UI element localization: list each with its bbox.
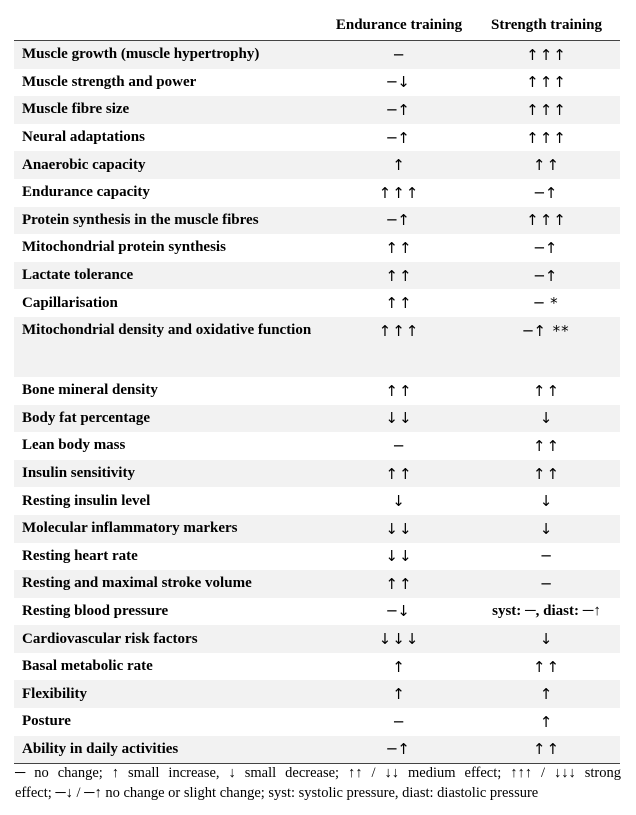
strength-effect: ↑↑: [473, 377, 620, 405]
effect-label: Anaerobic capacity: [14, 151, 325, 179]
endurance-effect: ─↓: [325, 598, 473, 626]
effect-label: Capillarisation: [14, 289, 325, 317]
endurance-effect: ↑↑: [325, 262, 473, 290]
strength-effect: ─ *: [473, 289, 620, 317]
header-strength-training: Strength training: [473, 10, 620, 41]
table-header-row: [14, 10, 620, 41]
training-effects-table: [14, 10, 620, 764]
table-row: [14, 179, 620, 207]
strength-effect: ─↑: [473, 262, 620, 290]
effect-label: Lean body mass: [14, 432, 325, 460]
effect-label: Insulin sensitivity: [14, 460, 325, 488]
strength-effect: ↑↑: [473, 460, 620, 488]
endurance-effect: ↑↑: [325, 460, 473, 488]
table-row: [14, 460, 620, 488]
table-row: [14, 432, 620, 460]
legend-footnote: [15, 764, 621, 803]
effect-label: Mitochondrial density and oxidative function: [14, 317, 325, 377]
endurance-effect: ─: [325, 708, 473, 736]
footnote-line-2: effect; ─↓ / ─↑ no change or slight change; syst: systolic pressure, diast: diastolic pressure: [15, 784, 539, 801]
table-row: [14, 234, 620, 262]
table-row: [14, 405, 620, 433]
table-row: [14, 680, 620, 708]
table-row: [14, 653, 620, 681]
effect-label: Molecular inflammatory markers: [14, 515, 325, 543]
strength-effect: ─↑ **: [473, 317, 620, 377]
strength-effect: ↑↑: [473, 432, 620, 460]
strength-effect: ↓: [473, 487, 620, 515]
table-row: [14, 736, 620, 764]
endurance-effect: ↓↓: [325, 515, 473, 543]
table-row: [14, 151, 620, 179]
endurance-effect: ─↑: [325, 96, 473, 124]
table-row: [14, 570, 620, 598]
strength-effect: ─: [473, 543, 620, 571]
effect-label: Muscle fibre size: [14, 96, 325, 124]
effect-label: Lactate tolerance: [14, 262, 325, 290]
endurance-effect: ↑: [325, 151, 473, 179]
table-row: [14, 69, 620, 97]
strength-effect: ↓: [473, 625, 620, 653]
strength-effect: ─↑: [473, 234, 620, 262]
strength-effect: ↑: [473, 680, 620, 708]
effect-label: Protein synthesis in the muscle fibres: [14, 207, 325, 235]
table-row: [14, 377, 620, 405]
header-endurance-training: Endurance training: [325, 10, 473, 41]
table-row: [14, 598, 620, 626]
effect-label: Body fat percentage: [14, 405, 325, 433]
endurance-effect: ↑↑↑: [325, 317, 473, 377]
header-effect: [14, 10, 325, 41]
strength-effect: ↑↑: [473, 653, 620, 681]
strength-effect: ↑↑↑: [473, 96, 620, 124]
effect-label: Resting heart rate: [14, 543, 325, 571]
effect-label: Cardiovascular risk factors: [14, 625, 325, 653]
effect-label: Neural adaptations: [14, 124, 325, 152]
effect-label: Resting insulin level: [14, 487, 325, 515]
effect-label: Muscle strength and power: [14, 69, 325, 97]
effect-label: Muscle growth (muscle hypertrophy): [14, 41, 325, 69]
strength-effect: ↑↑↑: [473, 41, 620, 69]
effect-label: Posture: [14, 708, 325, 736]
endurance-effect: ─↑: [325, 736, 473, 764]
strength-effect: ─: [473, 570, 620, 598]
strength-effect: ↓: [473, 405, 620, 433]
strength-effect: ─↑: [473, 179, 620, 207]
strength-effect: ↑↑: [473, 736, 620, 764]
footnote-line-1: ─ no change; ↑ small increase, ↓ small decrease; ↑↑ / ↓↓ medium effect; ↑↑↑ / ↓↓↓ strong: [15, 765, 621, 781]
endurance-effect: ↓: [325, 487, 473, 515]
endurance-effect: ─↑: [325, 207, 473, 235]
endurance-effect: ↓↓: [325, 543, 473, 571]
effect-label: Resting and maximal stroke volume: [14, 570, 325, 598]
effect-label: Mitochondrial protein synthesis: [14, 234, 325, 262]
endurance-effect: ↓↓: [325, 405, 473, 433]
endurance-effect: ↑: [325, 680, 473, 708]
table-row: [14, 625, 620, 653]
endurance-effect: ↑: [325, 653, 473, 681]
strength-effect: ↑↑↑: [473, 207, 620, 235]
effect-label: Ability in daily activities: [14, 736, 325, 764]
strength-effect: ↑↑: [473, 151, 620, 179]
table-row: [14, 515, 620, 543]
table-row: [14, 543, 620, 571]
table-row: [14, 96, 620, 124]
endurance-effect: ─: [325, 432, 473, 460]
table-row: [14, 207, 620, 235]
table-row: [14, 317, 620, 377]
endurance-effect: ─↓: [325, 69, 473, 97]
comparison-table-container: [14, 10, 620, 764]
strength-effect: ↓: [473, 515, 620, 543]
effect-label: Basal metabolic rate: [14, 653, 325, 681]
effect-label: Bone mineral density: [14, 377, 325, 405]
endurance-effect: ─: [325, 41, 473, 69]
strength-effect: ↑↑↑: [473, 124, 620, 152]
table-row: [14, 289, 620, 317]
strength-effect: ↑: [473, 708, 620, 736]
endurance-effect: ↑↑: [325, 289, 473, 317]
table-row: [14, 41, 620, 69]
strength-effect: ↑↑↑: [473, 69, 620, 97]
endurance-effect: ↓↓↓: [325, 625, 473, 653]
endurance-effect: ↑↑: [325, 234, 473, 262]
strength-effect: syst: ─, diast: ─↑: [473, 598, 620, 626]
endurance-effect: ─↑: [325, 124, 473, 152]
table-row: [14, 124, 620, 152]
endurance-effect: ↑↑↑: [325, 179, 473, 207]
table-body: [14, 41, 620, 764]
effect-label: Endurance capacity: [14, 179, 325, 207]
table-row: [14, 487, 620, 515]
table-row: [14, 262, 620, 290]
endurance-effect: ↑↑: [325, 570, 473, 598]
effect-label: Resting blood pressure: [14, 598, 325, 626]
endurance-effect: ↑↑: [325, 377, 473, 405]
effect-label: Flexibility: [14, 680, 325, 708]
table-row: [14, 708, 620, 736]
